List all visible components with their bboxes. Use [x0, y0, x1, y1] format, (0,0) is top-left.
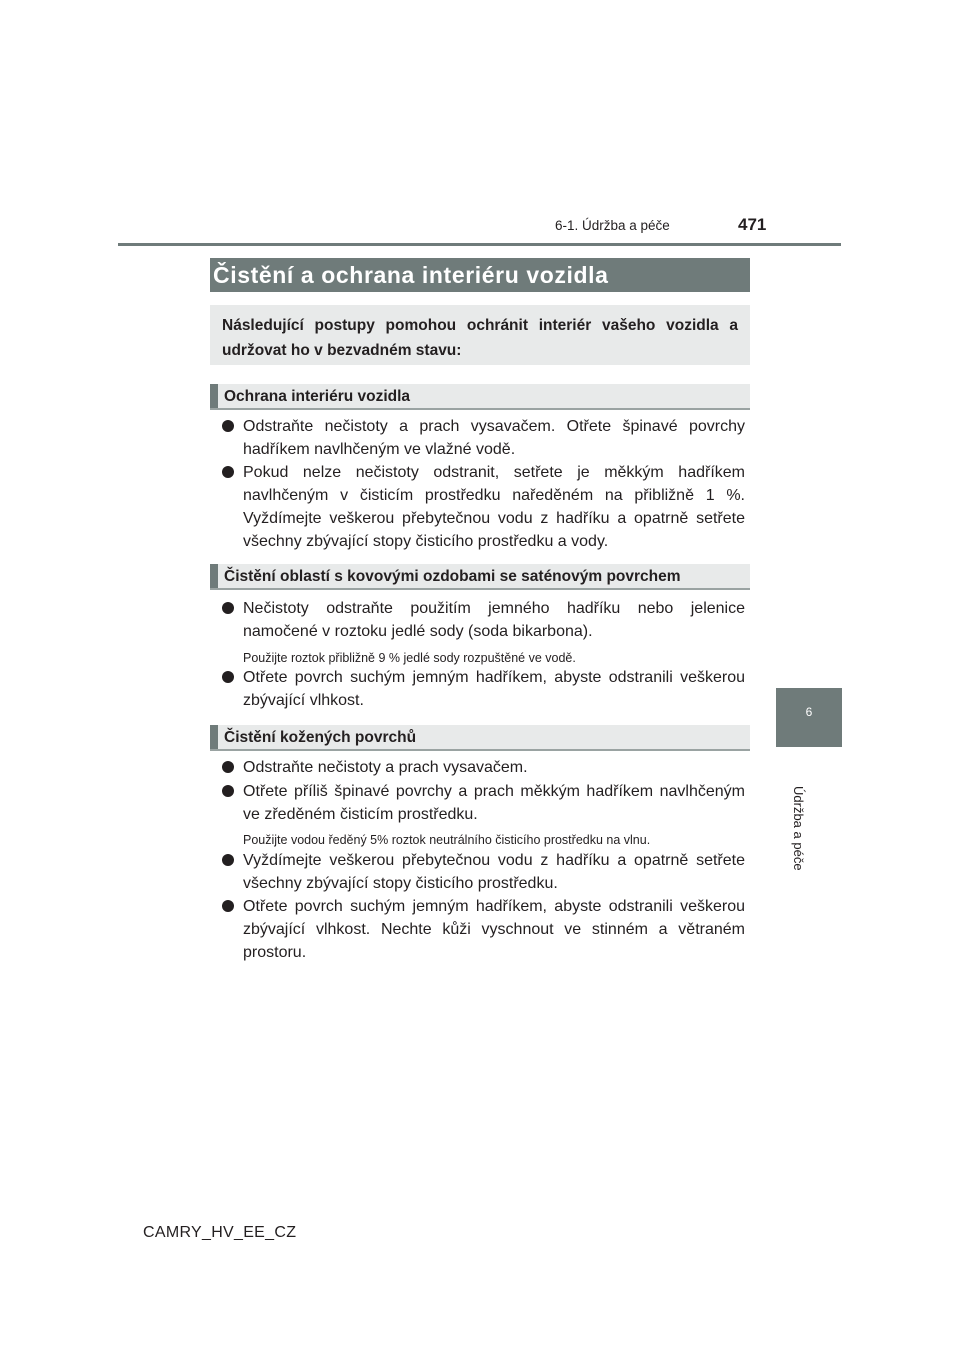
list-item [220, 597, 745, 643]
intro-text: Následující postupy pomohou ochránit interiér vašeho vozidla a udržovat ho v bezvadném stavu: [210, 305, 750, 365]
list-item-text: Otřete povrch suchým jemným hadříkem, abyste odstranili veškerou zbývající vlhkost. Nechte kůži vyschnout ve stinném a větraném prostoru. [243, 898, 745, 961]
list-item [220, 780, 745, 826]
header-divider [118, 243, 841, 246]
note-text: Použijte vodou ředěný 5% roztok neutrálního čisticího prostředku na vlnu. [243, 833, 651, 847]
page-title: Čistění a ochrana interiéru vozidla [210, 258, 750, 292]
document-code: CAMRY_HV_EE_CZ [143, 1224, 297, 1241]
section-heading-satin-metal [210, 564, 750, 590]
heading-marker [210, 384, 218, 408]
heading-marker [210, 725, 218, 749]
section-heading-interior-protection [210, 384, 750, 410]
bullet-icon [222, 671, 234, 683]
section-heading-leather [210, 725, 750, 751]
bullet-icon [222, 420, 234, 432]
section-breadcrumb: 6-1. Údržba a péče [555, 218, 670, 233]
bullet-icon [222, 466, 234, 478]
list-item [220, 666, 745, 712]
list-item-text: Otřete příliš špinavé povrchy a prach měkkým hadříkem navlhčeným ve zředěném čisticím prostředku. [243, 783, 745, 823]
list-item [220, 756, 745, 779]
list-item [220, 849, 745, 895]
section-heading-label: Ochrana interiéru vozidla [224, 388, 411, 405]
section-heading-label: Čistění kožených povrchů [224, 729, 417, 746]
list-item-text: Nečistoty odstraňte použitím jemného hadříku nebo jelenice namočené v roztoku jedlé sody (soda bikarbona). [243, 600, 745, 640]
list-item-text: Odstraňte nečistoty a prach vysavačem. Otřete špinavé povrchy hadříkem navlhčeným ve vlažné vodě. [243, 418, 745, 458]
page-number: 471 [738, 215, 767, 234]
list-item [220, 895, 745, 964]
list-item [220, 415, 745, 461]
chapter-label: Údržba a péče [791, 786, 806, 871]
list-item-text: Vyždímejte veškerou přebytečnou vodu z hadříku a opatrně setřete všechny zbývající stopy čisticího prostředku. [243, 852, 745, 892]
list-item-text: Otřete povrch suchým jemným hadříkem, abyste odstranili veškerou zbývající vlhkost. [243, 669, 745, 709]
note-text: Použijte roztok přibližně 9 % jedlé sody rozpuštěné ve vodě. [243, 651, 576, 665]
bullet-icon [222, 761, 234, 773]
list-item-text: Pokud nelze nečistoty odstranit, setřete je měkkým hadříkem navlhčeným v čisticím prostředku naředěném na přibližně 1 %. Vyždímejte veškerou přebytečnou vodu z hadříku a opatrně setřete všechny zbývající stopy čisticího prostředku a vody. [243, 464, 745, 550]
bullet-icon [222, 785, 234, 797]
heading-marker [210, 564, 218, 588]
bullet-icon [222, 854, 234, 866]
list-item-text: Odstraňte nečistoty a prach vysavačem. [243, 759, 528, 776]
bullet-icon [222, 900, 234, 912]
bullet-icon [222, 602, 234, 614]
section-heading-label: Čistění oblastí s kovovými ozdobami se saténovým povrchem [224, 568, 681, 585]
list-item [220, 461, 745, 553]
chapter-number: 6 [805, 705, 813, 719]
